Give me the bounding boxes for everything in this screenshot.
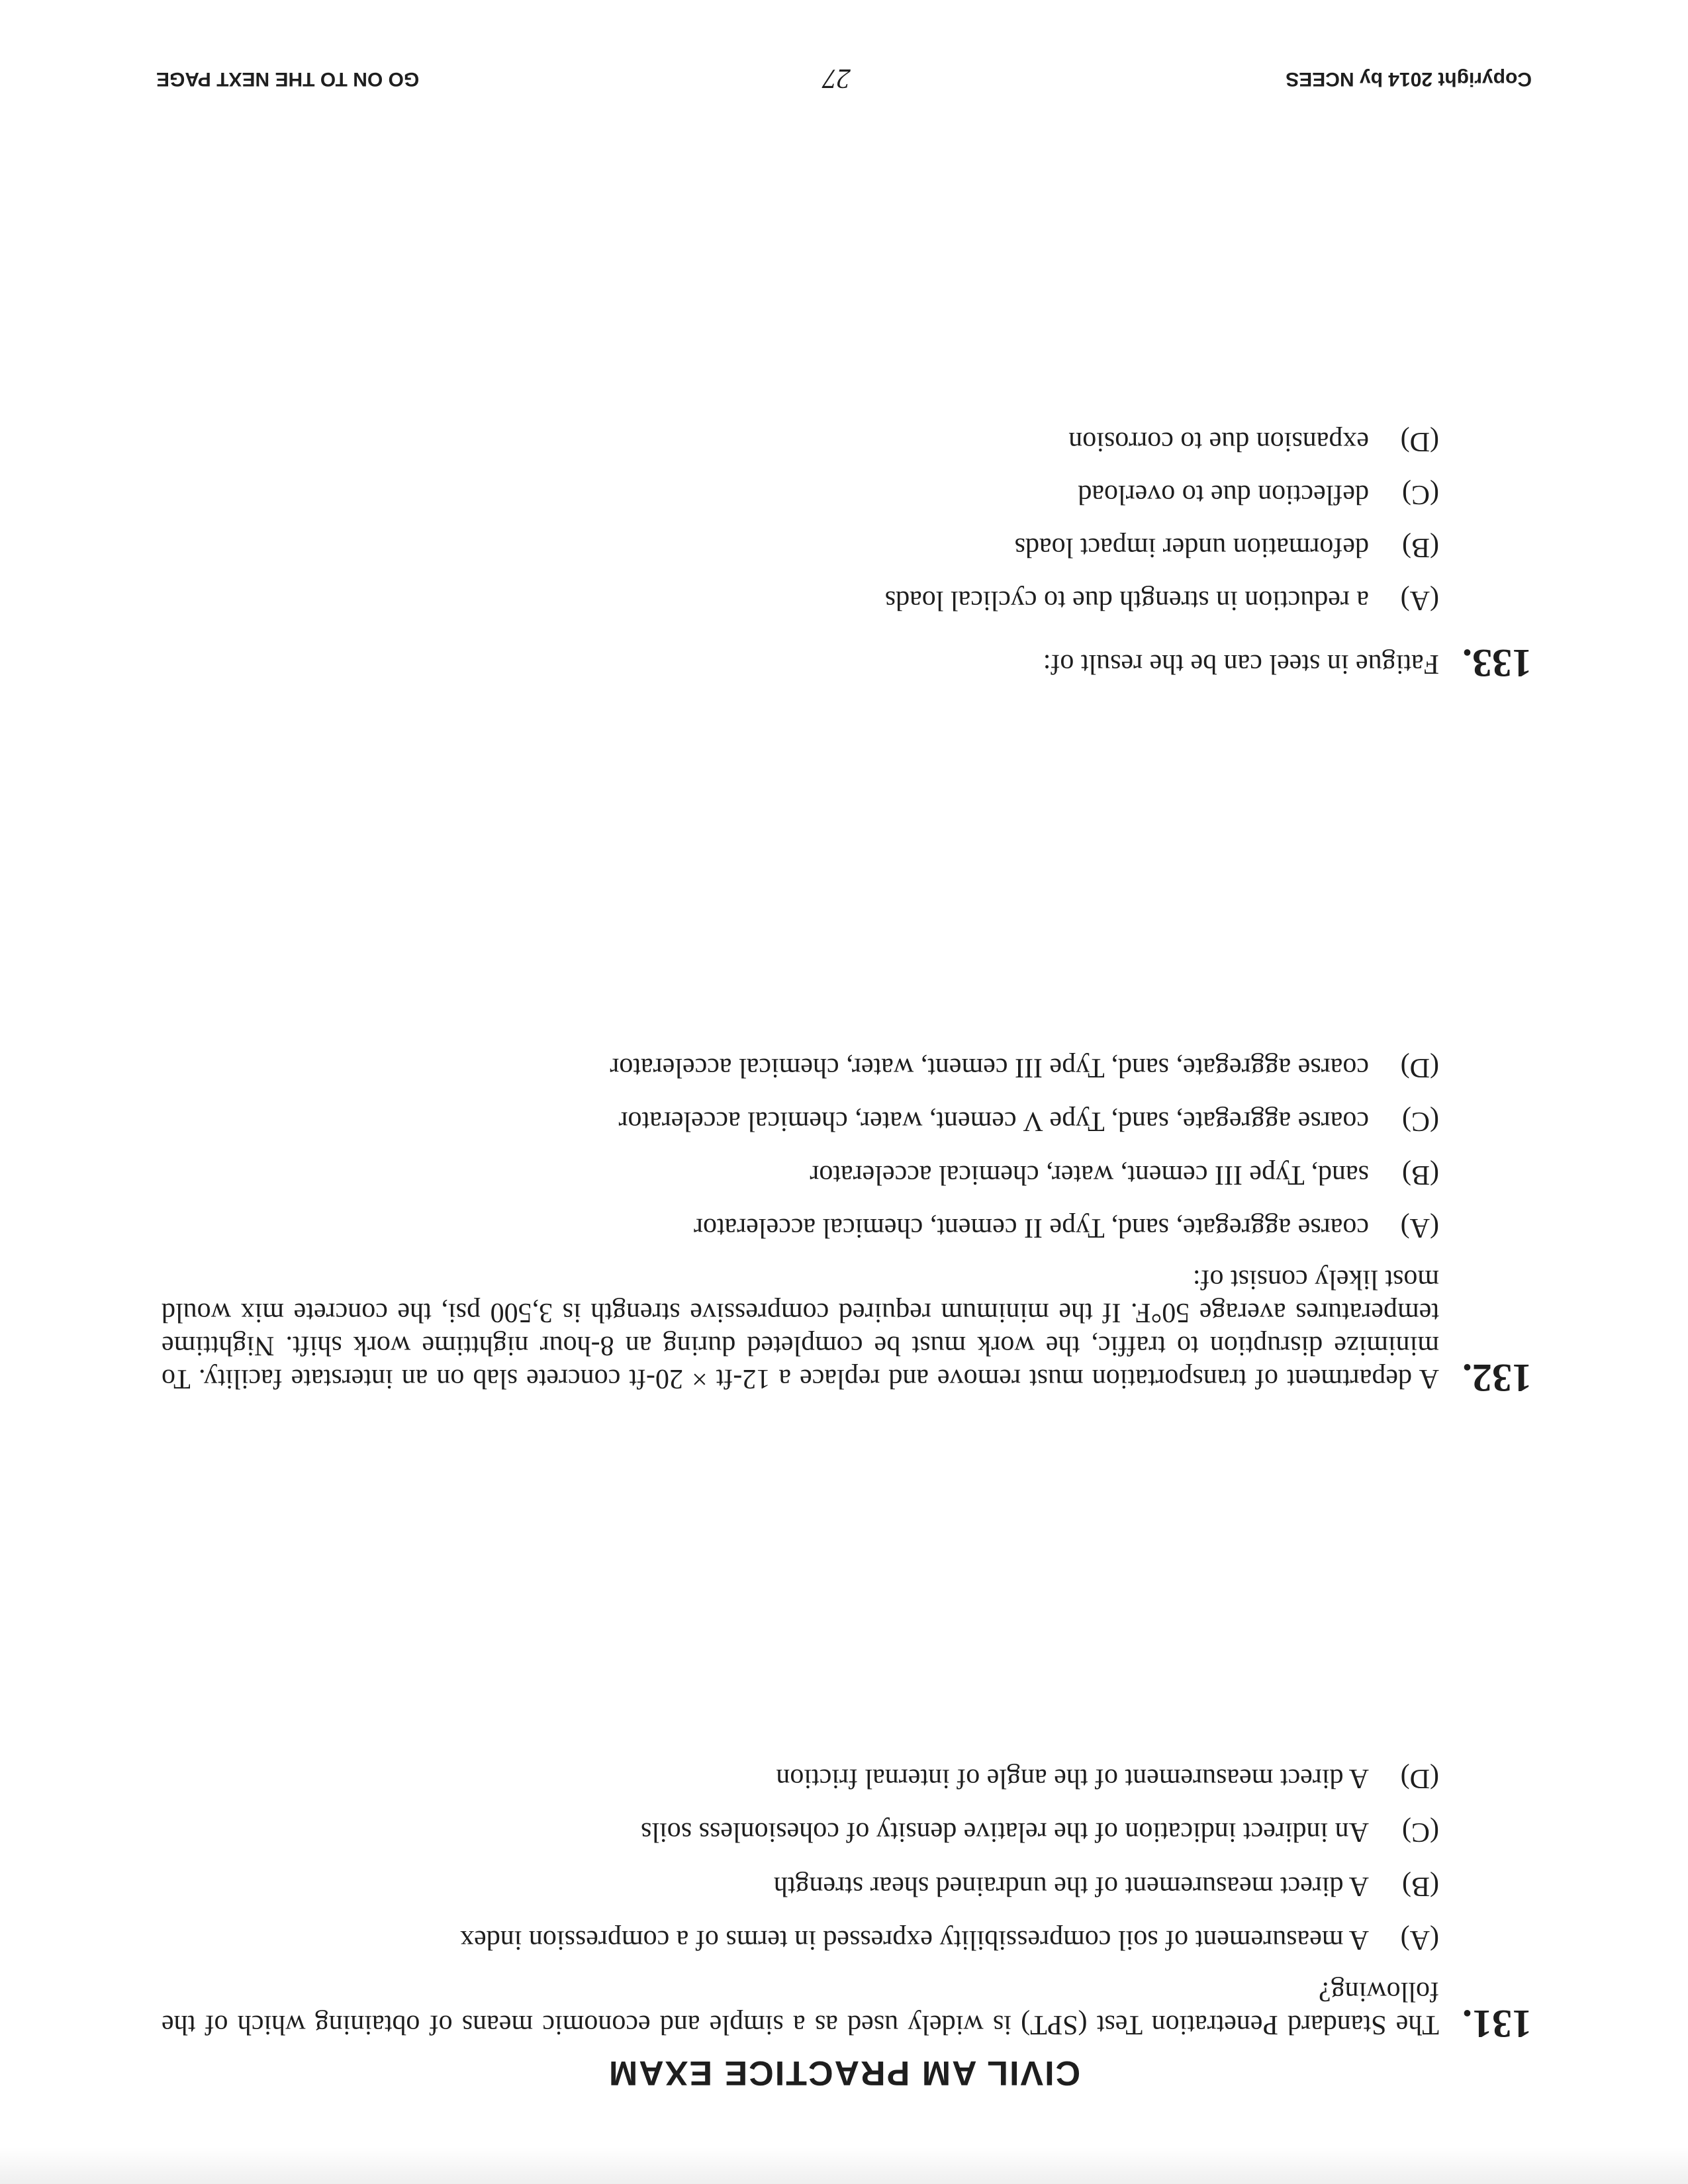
option-letter: (B) [1402, 532, 1439, 563]
option-text: a reduction in strength due to cyclical loads [884, 585, 1369, 615]
option-letter: (B) [1402, 1160, 1439, 1190]
question-stem: A department of transportation must remove and replace a 12-ft × 20-ft concrete slab on an interstate facility. To minimize disruption to traffic, the work must be completed during an 8-hour nighttime work shift. Nighttime temperatures average 50°F. If the minimum required compressive strength is 3,500 psi, the concrete mix would most likely consist of: [162, 1264, 1439, 1394]
option-letter: (C) [1402, 479, 1439, 510]
option-text: deformation under impact loads [1014, 532, 1369, 563]
option-letter: (A) [1400, 1212, 1439, 1243]
question-stem: Fatigue in steel can be the result of: [1043, 649, 1439, 679]
page-number: 27 [823, 63, 851, 93]
option-letter: (C) [1402, 1817, 1439, 1847]
option-text: coarse aggregate, sand, Type V cement, water, chemical accelerator [618, 1106, 1369, 1136]
copyright-notice: Copyright 2014 by NCEES [1286, 68, 1532, 90]
question-number: 131. [1462, 2002, 1532, 2046]
option-letter: (D) [1400, 1052, 1439, 1083]
option-text: deflection due to overload [1078, 479, 1369, 510]
option-letter: (A) [1400, 1925, 1439, 1955]
scan-edge-shadow [0, 2148, 1688, 2184]
option-text: coarse aggregate, sand, Type II cement, chemical accelerator [693, 1212, 1369, 1243]
option-text: A measurement of soil compressibility expressed in terms of a compression index [460, 1925, 1369, 1955]
option-letter: (C) [1402, 1106, 1439, 1136]
option-letter: (D) [1400, 426, 1439, 457]
next-page-notice: GO ON TO THE NEXT PAGE [156, 68, 420, 90]
option-letter: (A) [1400, 585, 1439, 615]
option-letter: (B) [1402, 1871, 1439, 1901]
option-text: sand, Type III cement, water, chemical accelerator [810, 1160, 1369, 1190]
option-text: An indirect indication of the relative density of cohesionless soils [641, 1817, 1369, 1847]
page-title: CIVIL AM PRACTICE EXAM [607, 2054, 1081, 2092]
question-number: 133. [1462, 641, 1532, 685]
question-number: 132. [1462, 1356, 1532, 1400]
option-text: coarse aggregate, sand, Type III cement, water, chemical accelerator [610, 1052, 1369, 1083]
option-text: A direct measurement of the undrained shear strength [773, 1871, 1369, 1901]
question-stem: The Standard Penetration Test (SPT) is widely used as a simple and economic means of obtaining which of the following? [162, 1976, 1439, 2040]
option-text: A direct measurement of the angle of internal friction [776, 1763, 1369, 1794]
page-footer [0, 61, 1688, 94]
option-letter: (D) [1400, 1763, 1439, 1794]
option-text: expansion due to corrosion [1068, 426, 1369, 457]
